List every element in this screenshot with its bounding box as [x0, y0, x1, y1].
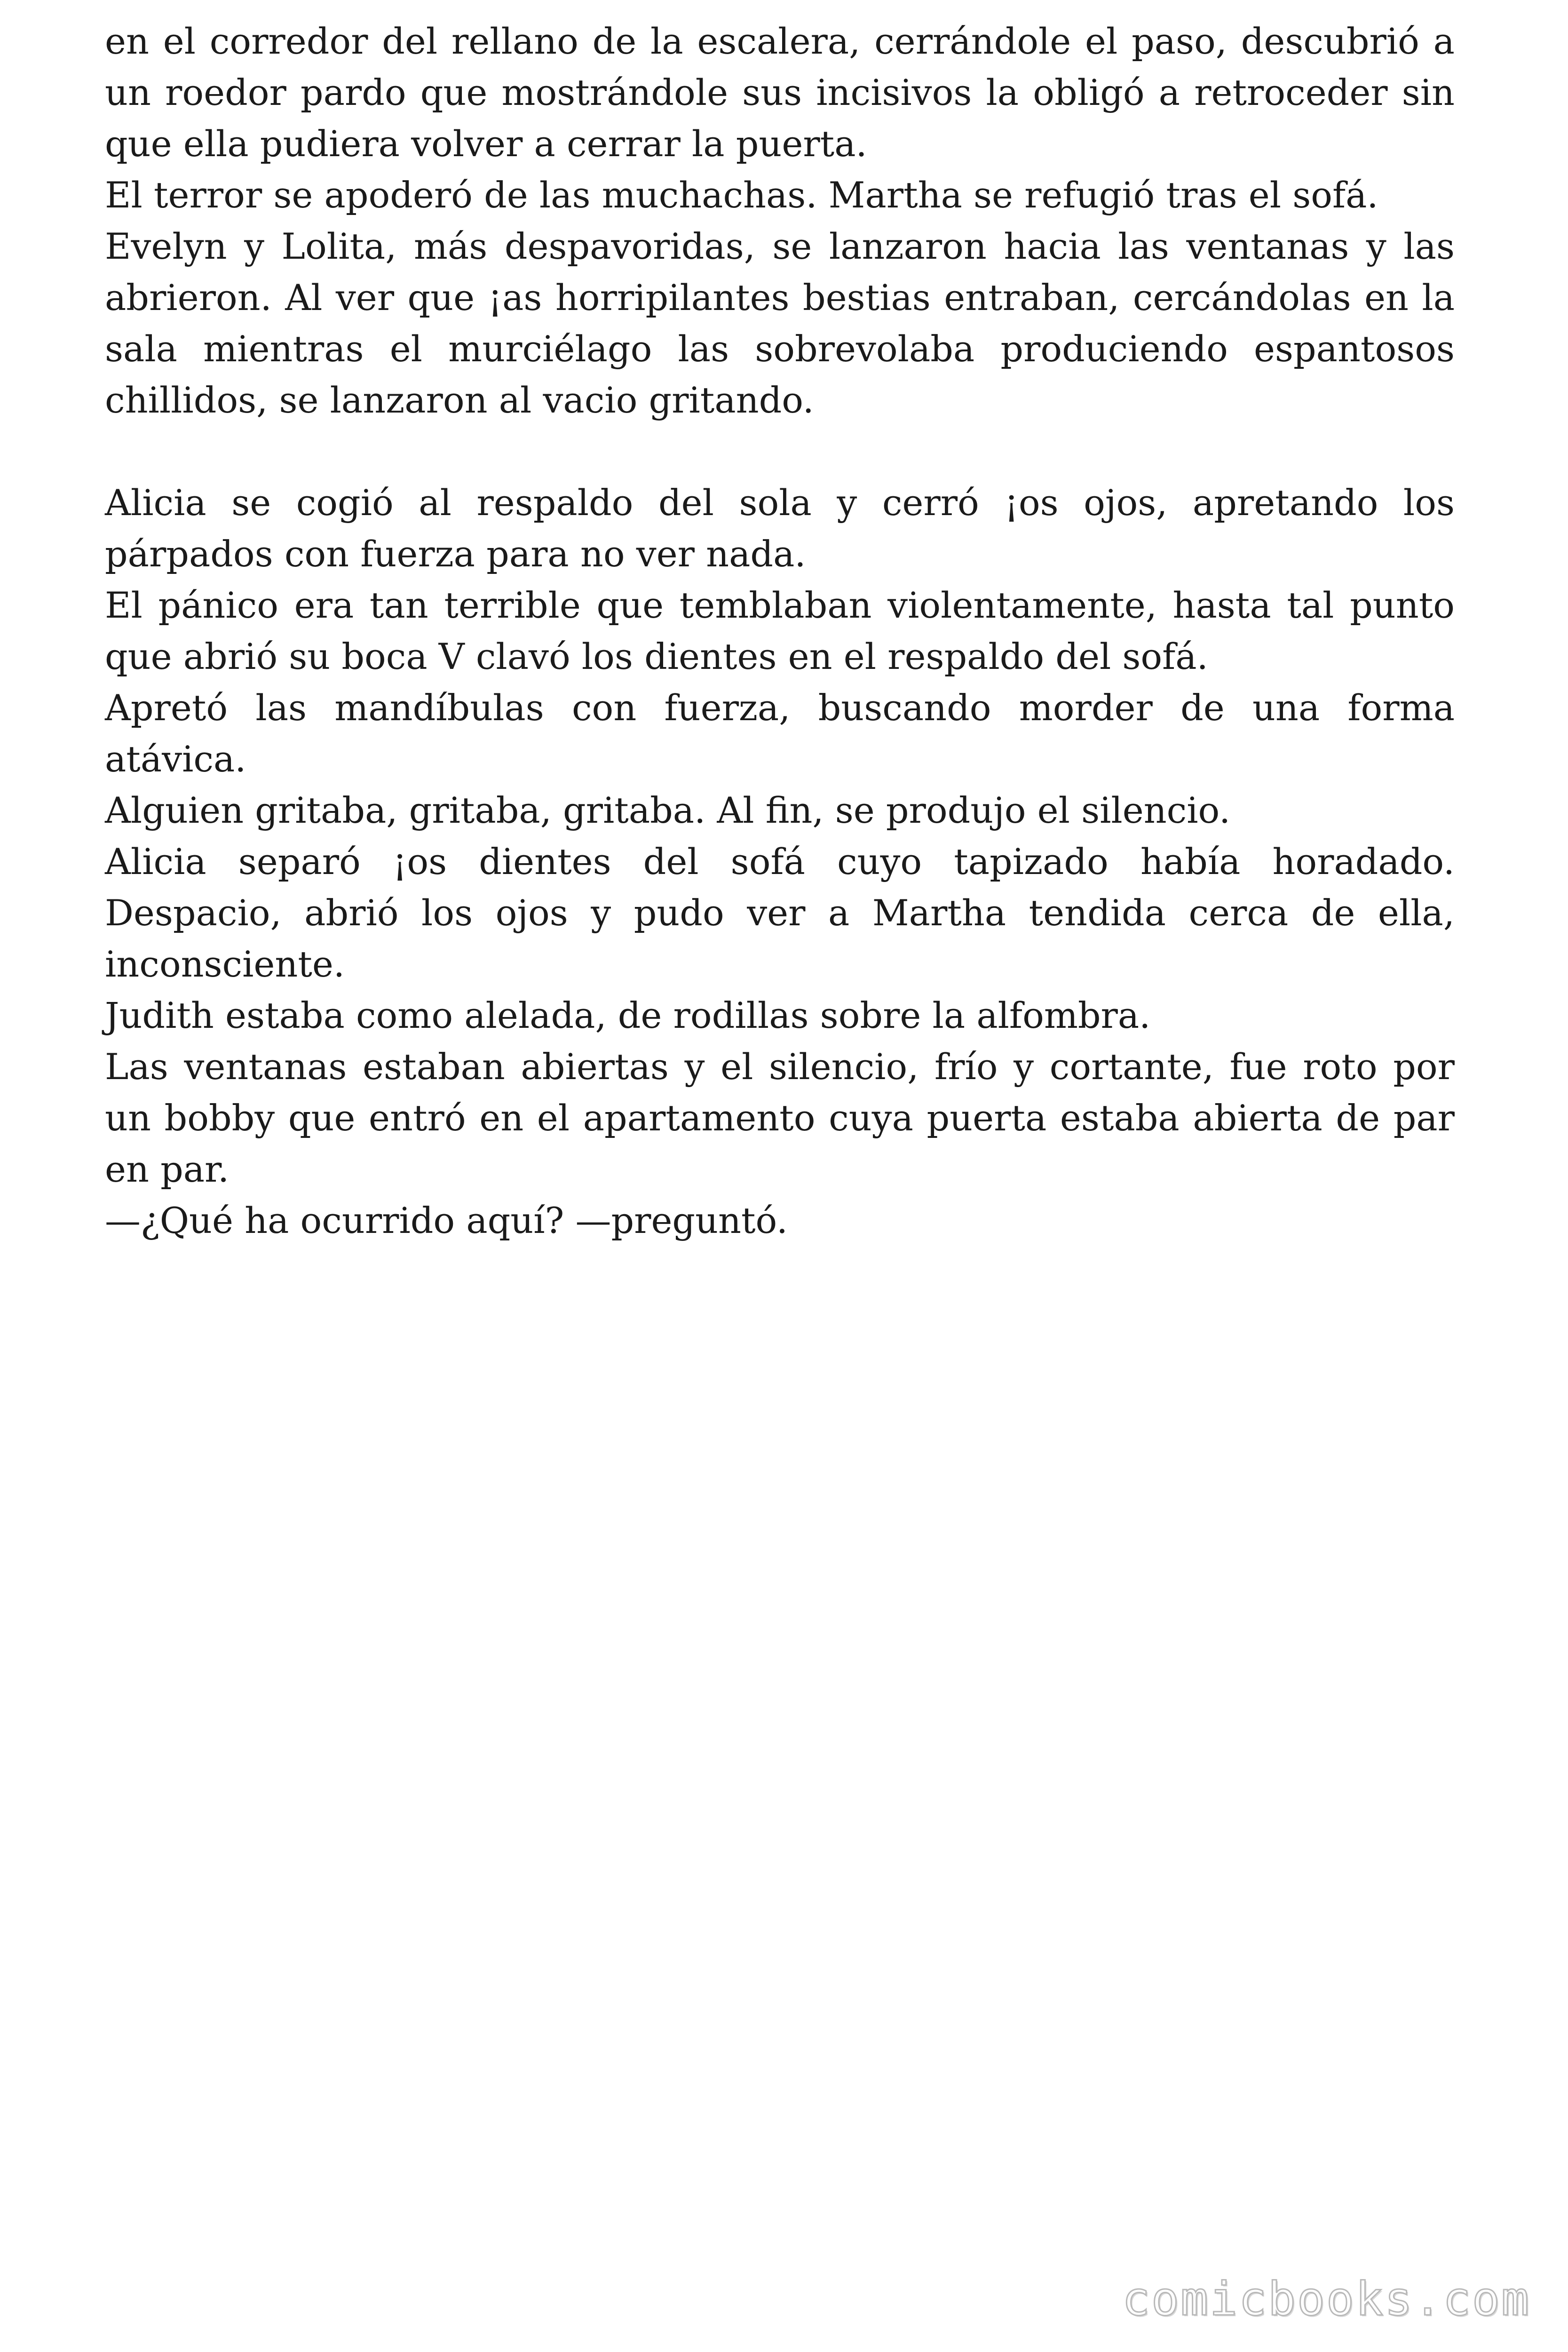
site-watermark: comicbooks.com: [1122, 2273, 1530, 2326]
paragraph-4: Alicia se cogió al respaldo del sola y cerró ¡os ojos, apretando los párpados con fuerza para no ver nada.: [105, 482, 1455, 575]
paragraph-8: Alicia separó ¡os dientes del sofá cuyo tapizado había horadado. Despacio, abrió los ojos y pudo ver a Martha tendida cerca de ella, inconsciente.: [105, 841, 1455, 985]
paragraph-1: en el corredor del rellano de la escalera, cerrándole el paso, descubrió a un roedor pardo que mostrándole sus incisivos la obligó a retroceder sin que ella pudiera volver a cerrar la puerta.: [105, 20, 1455, 165]
paragraph-5: El pánico era tan terrible que temblaban violentamente, hasta tal punto que abrió su boca V clavó los dientes en el respaldo del sofá.: [105, 584, 1455, 677]
paragraph-11: —¿Qué ha ocurrido aquí? —preguntó.: [105, 1200, 788, 1241]
body-text: [105, 16, 1455, 1246]
paragraph-9: Judith estaba como alelada, de rodillas sobre la alfombra.: [105, 994, 1151, 1036]
paragraph-7: Alguien gritaba, gritaba, gritaba. Al fin, se produjo el silencio.: [105, 789, 1231, 831]
paragraph-2: El terror se apoderó de las muchachas. Martha se refugió tras el sofá.: [105, 174, 1378, 216]
paragraph-10: Las ventanas estaban abiertas y el silencio, frío y cortante, fue roto por un bobby que entró en el apartamento cuya puerta estaba abierta de par en par.: [105, 1046, 1455, 1190]
paragraph-6: Apretó las mandíbulas con fuerza, buscando morder de una forma atávica.: [105, 687, 1455, 780]
paragraph-3: Evelyn y Lolita, más despavoridas, se lanzaron hacia las ventanas y las abrieron. Al ver que ¡as horripilantes bestias entraban, cercándolas en la sala mientras el murciélago las sobrevolaba produciendo espantosos chillidos, se lanzaron al vacio gritando.: [105, 225, 1455, 421]
